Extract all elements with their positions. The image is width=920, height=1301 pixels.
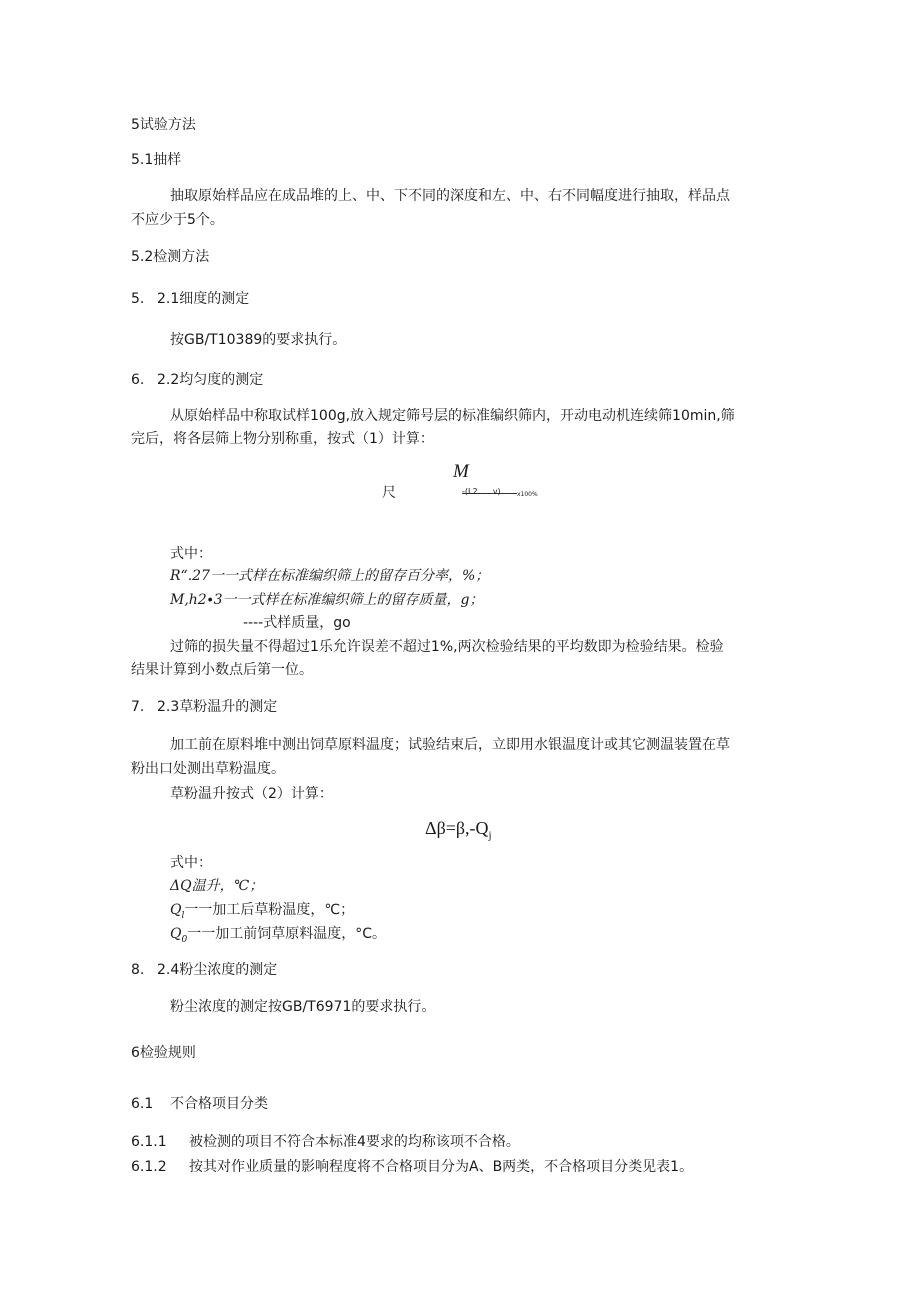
formula-2-where-label: 式中： xyxy=(170,855,212,871)
section-5-2-4-number: 8. xyxy=(131,962,145,978)
section-5-2-1-number: 5. xyxy=(131,291,145,307)
formula-1-variable-mass: ----式样质量，go xyxy=(243,615,351,631)
formula-1-lhs: 尺 xyxy=(382,485,396,501)
formula-1-variable-m: M,h2∙3一一式样在标准编织筛上的留存质量，g； xyxy=(170,592,484,608)
section-6-1-title: 不合格项目分类 xyxy=(170,1096,268,1112)
formula-2-q1-text: 一一加工后草粉温度，℃； xyxy=(184,902,355,918)
section-5-2-2-paragraph-line-4: 结果计算到小数点后第一位。 xyxy=(131,662,313,678)
formula-2-q1-subscript: l xyxy=(181,910,185,921)
formula-2-variable-q0 xyxy=(170,924,386,950)
section-5-2-3-paragraph-line-1: 加工前在原料堆中测出饲草原料温度；试验结束后，立即用水银温度计或其它测温装置在草 xyxy=(170,737,730,753)
section-5-2-3-title: 2.3草粉温升的测定 xyxy=(157,699,278,715)
section-5-2-2-paragraph-line-3: 过筛的损失量不得超过1乐允许误差不超过1%,两次检验结果的平均数即为检验结果。检验 xyxy=(170,639,724,655)
section-6-1-2-number: 6.1.2 xyxy=(131,1159,167,1175)
section-5-2-4-paragraph: 粉尘浓度的测定按GB/T6971的要求执行。 xyxy=(170,999,436,1015)
section-5-heading: 5试验方法 xyxy=(131,117,196,133)
section-6-1-number: 6.1 xyxy=(131,1096,154,1112)
section-5-1-paragraph-line-2: 不应少于5个。 xyxy=(131,212,224,228)
section-5-2-heading: 5.2检测方法 xyxy=(131,249,210,265)
section-5-2-2-number: 6. xyxy=(131,372,145,388)
formula-2-main: Δβ=β,-Q xyxy=(425,818,489,838)
formula-2-q0-symbol: Q xyxy=(170,926,182,942)
section-5-2-2-paragraph-line-2: 完后，将各层筛上物分别称重，按式（1）计算： xyxy=(131,431,434,447)
section-6-1-1-text: 被检测的项目不符合本标准4要求的均称该项不合格。 xyxy=(189,1134,520,1150)
section-5-2-3-paragraph-line-3: 草粉温升按式（2）计算： xyxy=(170,786,333,802)
formula-2 xyxy=(425,817,492,847)
section-5-2-2-title: 2.2均匀度的测定 xyxy=(157,372,264,388)
section-6-1-1-number: 6.1.1 xyxy=(131,1134,167,1150)
formula-1-denominator: -(L2. . . v) xyxy=(462,487,501,496)
formula-2-q0-subscript: 0 xyxy=(181,934,188,945)
section-5-2-2-paragraph-line-1: 从原始样品中称取试样100g,放入规定筛号层的标准编织筛内，开动电动机连续筛10min,筛 xyxy=(170,408,735,424)
section-6-heading: 6检验规则 xyxy=(131,1045,196,1061)
section-5-2-3-number: 7. xyxy=(131,699,145,715)
formula-2-q0-text: 一一加工前饲草原料温度，°C。 xyxy=(187,926,386,942)
formula-2-variable-dq: ΔQ温升，℃； xyxy=(170,878,264,894)
formula-1-numerator: M xyxy=(453,461,469,482)
formula-2-q1-symbol: Q xyxy=(170,902,182,918)
section-6-1-2-text: 按其对作业质量的影响程度将不合格项目分为A、B两类，不合格项目分类见表1。 xyxy=(189,1159,694,1175)
formula-2-variable-q1 xyxy=(170,900,354,926)
formula-1-where-label: 式中： xyxy=(170,546,212,562)
section-5-2-3-paragraph-line-2: 粉出口处测出草粉温度。 xyxy=(131,761,285,777)
formula-2-subscript: j xyxy=(488,829,492,842)
section-5-2-4-title: 2.4粉尘浓度的测定 xyxy=(157,962,278,978)
section-5-1-paragraph-line-1: 抽取原始样品应在成品堆的上、中、下不同的深度和左、中、右不同幅度进行抽取，样品点 xyxy=(170,188,730,204)
section-5-1-heading: 5.1抽样 xyxy=(131,152,182,168)
section-5-2-1-title: 2.1细度的测定 xyxy=(157,291,250,307)
formula-1-percent: x100% xyxy=(517,491,538,498)
section-5-2-1-paragraph: 按GB/T10389的要求执行。 xyxy=(170,332,347,348)
formula-1-variable-r: R“.27一一式样在标准编织筛上的留存百分率，%； xyxy=(170,568,490,584)
